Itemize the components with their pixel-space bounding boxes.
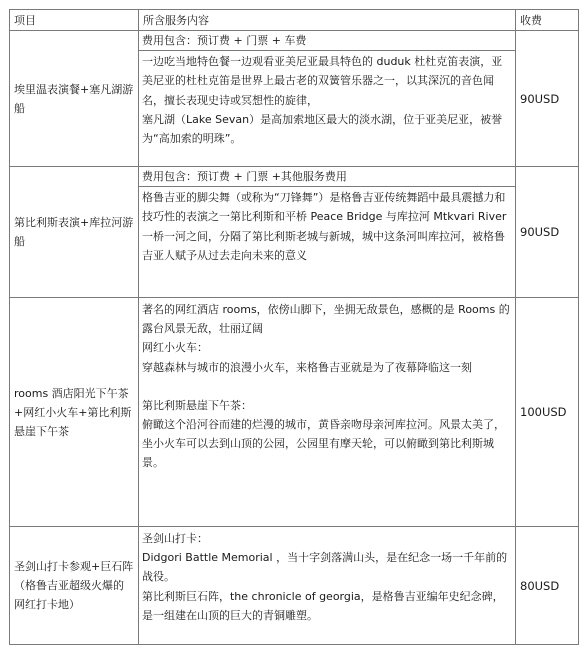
- fee-cell: 90USD: [516, 167, 579, 298]
- paragraph: 一边吃当地特色餐一边观看亚美尼亚最具特色的 duduk 杜杜克笛表演，亚美尼亚的杜杜克笛是世界上最古老的双簧管乐器之一，以其深沉的音色闻名，擅长表现史诗或冥想性的旋律，: [142, 55, 503, 107]
- content-cell: [139, 167, 516, 298]
- paragraph: 穿越森林与城市的浪漫小火车，来格鲁吉亚就是为了夜幕降临这一刻: [142, 360, 472, 374]
- paragraph: 第比利斯巨石阵，the chronicle of georgia，是格鲁吉亚编年史纪念碑，是一组建在山顶的巨大的青铜雕塑。: [142, 589, 504, 622]
- item-cell: 第比利斯表演+库拉河游船: [10, 167, 139, 298]
- paragraph: 圣剑山打卡：: [142, 532, 208, 545]
- header-content: 所含服务内容: [139, 10, 516, 31]
- table-row: [10, 527, 579, 645]
- description: [139, 187, 515, 267]
- header-fee: 收费: [516, 10, 579, 31]
- description: [139, 527, 515, 627]
- paragraph: 网红小火车：: [142, 341, 208, 355]
- table-row: [10, 167, 579, 298]
- item-cell: 圣剑山打卡参观+巨石阵（格鲁吉亚超级火爆的网红打卡地）: [10, 527, 139, 645]
- content-cell: [139, 527, 516, 645]
- paragraph: 塞凡湖（Lake Sevan）是高加索地区最大的淡水湖，位于亚美尼亚，被誉为“高加索的明珠”。: [142, 112, 503, 146]
- included-line: 费用包含：预订费 + 门票 + 车费: [139, 31, 515, 51]
- header-item: 项目: [10, 10, 139, 31]
- fee-cell: 100USD: [516, 298, 579, 527]
- fee-cell: 80USD: [516, 527, 579, 645]
- paragraph: 一桥一河之间，分隔了第比利斯老城与新城，城中这条河叫库拉河，被格鲁吉亚人赋予从过去走向未来的意义: [142, 229, 505, 262]
- paragraph: 著名的网红酒店 rooms，依傍山脚下，坐拥无敌景色，感概的是 Rooms 的露台风景无敌，壮丽辽阔: [142, 303, 510, 336]
- table-row: [10, 31, 579, 167]
- content-cell: [139, 31, 516, 167]
- header-row: [10, 10, 579, 31]
- blank-line: [142, 377, 512, 396]
- description: [139, 51, 515, 150]
- fee-cell: 90USD: [516, 31, 579, 167]
- paragraph: Didgori Battle Memorial ，当十字剑落满山头，是在纪念一场一千年前的战役。: [142, 551, 508, 584]
- item-cell: 埃里温表演餐+塞凡湖游船: [10, 31, 139, 167]
- table-row: [10, 298, 579, 527]
- item-cell: rooms 酒店阳光下午茶+网红小火车+第比利斯悬崖下午茶: [10, 298, 139, 527]
- included-line: 费用包含：预订费 + 门票 +其他服务费用: [139, 167, 515, 187]
- description: [139, 298, 515, 475]
- services-table: [9, 9, 579, 645]
- paragraph: 俯瞰这个沿河谷而建的烂漫的城市，黄昏亲吻母亲河库拉河。风景太美了，坐小火车可以去到山顶的公园，公园里有摩天轮，可以俯瞰到第比利斯城景。: [142, 418, 505, 470]
- paragraph: 第比利斯悬崖下午茶：: [142, 398, 252, 412]
- content-cell: [139, 298, 516, 527]
- paragraph: 格鲁吉亚的脚尖舞（或称为“刀锋舞”）是格鲁吉亚传统舞蹈中最具震撼力和技巧性的表演之一第比利斯和平桥 Peace Bridge 与库拉河 Mtkvari River: [142, 191, 507, 224]
